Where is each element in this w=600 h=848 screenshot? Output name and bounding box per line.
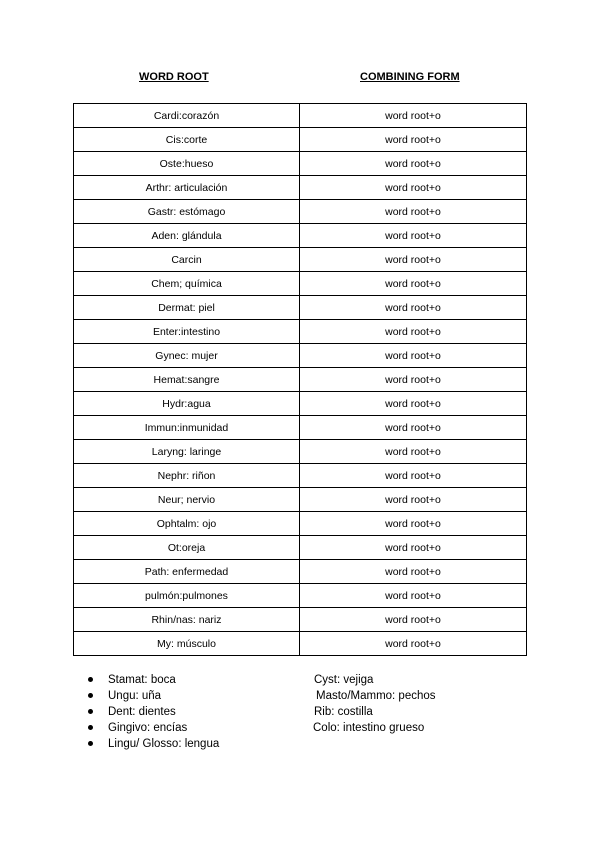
word-root-cell: Neur; nervio bbox=[74, 488, 300, 512]
word-root-cell: Ophtalm: ojo bbox=[74, 512, 300, 536]
word-root-cell: Hemat:sangre bbox=[74, 368, 300, 392]
combining-form-cell: word root+o bbox=[300, 344, 527, 368]
table-row bbox=[74, 344, 527, 368]
word-root-cell: Nephr: riñon bbox=[74, 464, 300, 488]
combining-form-header: COMBINING FORM bbox=[360, 71, 460, 83]
table-row bbox=[74, 200, 527, 224]
word-root-cell: Arthr: articulación bbox=[74, 176, 300, 200]
word-root-cell: Chem; química bbox=[74, 272, 300, 296]
table-row bbox=[74, 608, 527, 632]
table-row bbox=[74, 632, 527, 656]
combining-form-cell: word root+o bbox=[300, 464, 527, 488]
word-root-cell: Hydr:agua bbox=[74, 392, 300, 416]
side-list-item: Rib: costilla bbox=[314, 706, 373, 718]
word-root-cell: Cis:corte bbox=[74, 128, 300, 152]
combining-form-cell: word root+o bbox=[300, 536, 527, 560]
word-root-cell: Cardi:corazón bbox=[74, 104, 300, 128]
combining-form-cell: word root+o bbox=[300, 392, 527, 416]
side-list-item: Masto/Mammo: pechos bbox=[316, 690, 436, 702]
word-root-cell: Oste:hueso bbox=[74, 152, 300, 176]
table-row bbox=[74, 128, 527, 152]
combining-form-cell: word root+o bbox=[300, 512, 527, 536]
combining-form-cell: word root+o bbox=[300, 152, 527, 176]
list-item-text: Lingu/ Glosso: lengua bbox=[108, 738, 220, 750]
word-root-table bbox=[73, 103, 527, 656]
side-list-item: Colo: intestino grueso bbox=[313, 722, 425, 734]
word-root-cell: Enter:intestino bbox=[74, 320, 300, 344]
combining-form-cell: word root+o bbox=[300, 584, 527, 608]
table-row bbox=[74, 224, 527, 248]
word-root-cell: Aden: glándula bbox=[74, 224, 300, 248]
table-row bbox=[74, 152, 527, 176]
combining-form-cell: word root+o bbox=[300, 200, 527, 224]
word-root-header: WORD ROOT bbox=[139, 71, 209, 83]
combining-form-cell: word root+o bbox=[300, 176, 527, 200]
word-root-table-body bbox=[74, 104, 527, 656]
table-row bbox=[74, 536, 527, 560]
column-headers bbox=[0, 71, 600, 87]
table-row bbox=[74, 248, 527, 272]
word-root-cell: My: músculo bbox=[74, 632, 300, 656]
word-root-cell: Path: enfermedad bbox=[74, 560, 300, 584]
bullet-icon bbox=[88, 677, 93, 682]
combining-form-cell: word root+o bbox=[300, 488, 527, 512]
combining-form-cell: word root+o bbox=[300, 248, 527, 272]
table-row bbox=[74, 584, 527, 608]
list-item-text: Gingivo: encías bbox=[108, 722, 188, 734]
word-root-cell: Immun:inmunidad bbox=[74, 416, 300, 440]
list-item-text: Dent: dientes bbox=[108, 706, 176, 718]
list-item-text: Stamat: boca bbox=[108, 674, 176, 686]
word-root-cell: pulmón:pulmones bbox=[74, 584, 300, 608]
bullet-icon bbox=[88, 709, 93, 714]
table-row bbox=[74, 440, 527, 464]
table-row bbox=[74, 560, 527, 584]
word-root-cell: Gastr: estómago bbox=[74, 200, 300, 224]
word-root-cell: Laryng: laringe bbox=[74, 440, 300, 464]
table-row bbox=[74, 272, 527, 296]
combining-form-cell: word root+o bbox=[300, 128, 527, 152]
table-row bbox=[74, 416, 527, 440]
combining-form-cell: word root+o bbox=[300, 608, 527, 632]
table-row bbox=[74, 104, 527, 128]
list-item-text: Ungu: uña bbox=[108, 690, 162, 702]
bullet-icon bbox=[88, 693, 93, 698]
combining-form-cell: word root+o bbox=[300, 560, 527, 584]
word-root-cell: Gynec: mujer bbox=[74, 344, 300, 368]
bullet-icon bbox=[88, 725, 93, 730]
table-row bbox=[74, 320, 527, 344]
combining-form-cell: word root+o bbox=[300, 296, 527, 320]
table-row bbox=[74, 512, 527, 536]
combining-form-cell: word root+o bbox=[300, 368, 527, 392]
table-row bbox=[74, 296, 527, 320]
word-root-cell: Ot:oreja bbox=[74, 536, 300, 560]
table-row bbox=[74, 176, 527, 200]
table-row bbox=[74, 368, 527, 392]
table-row bbox=[74, 392, 527, 416]
side-list-item: Cyst: vejiga bbox=[314, 674, 374, 686]
table-row bbox=[74, 464, 527, 488]
bullet-icon bbox=[88, 741, 93, 746]
word-root-cell: Dermat: piel bbox=[74, 296, 300, 320]
combining-form-cell: word root+o bbox=[300, 272, 527, 296]
combining-form-cell: word root+o bbox=[300, 320, 527, 344]
word-root-cell: Rhin/nas: nariz bbox=[74, 608, 300, 632]
combining-form-cell: word root+o bbox=[300, 416, 527, 440]
combining-form-cell: word root+o bbox=[300, 224, 527, 248]
combining-form-cell: word root+o bbox=[300, 440, 527, 464]
combining-form-cell: word root+o bbox=[300, 104, 527, 128]
table-row bbox=[74, 488, 527, 512]
combining-form-cell: word root+o bbox=[300, 632, 527, 656]
word-root-cell: Carcin bbox=[74, 248, 300, 272]
